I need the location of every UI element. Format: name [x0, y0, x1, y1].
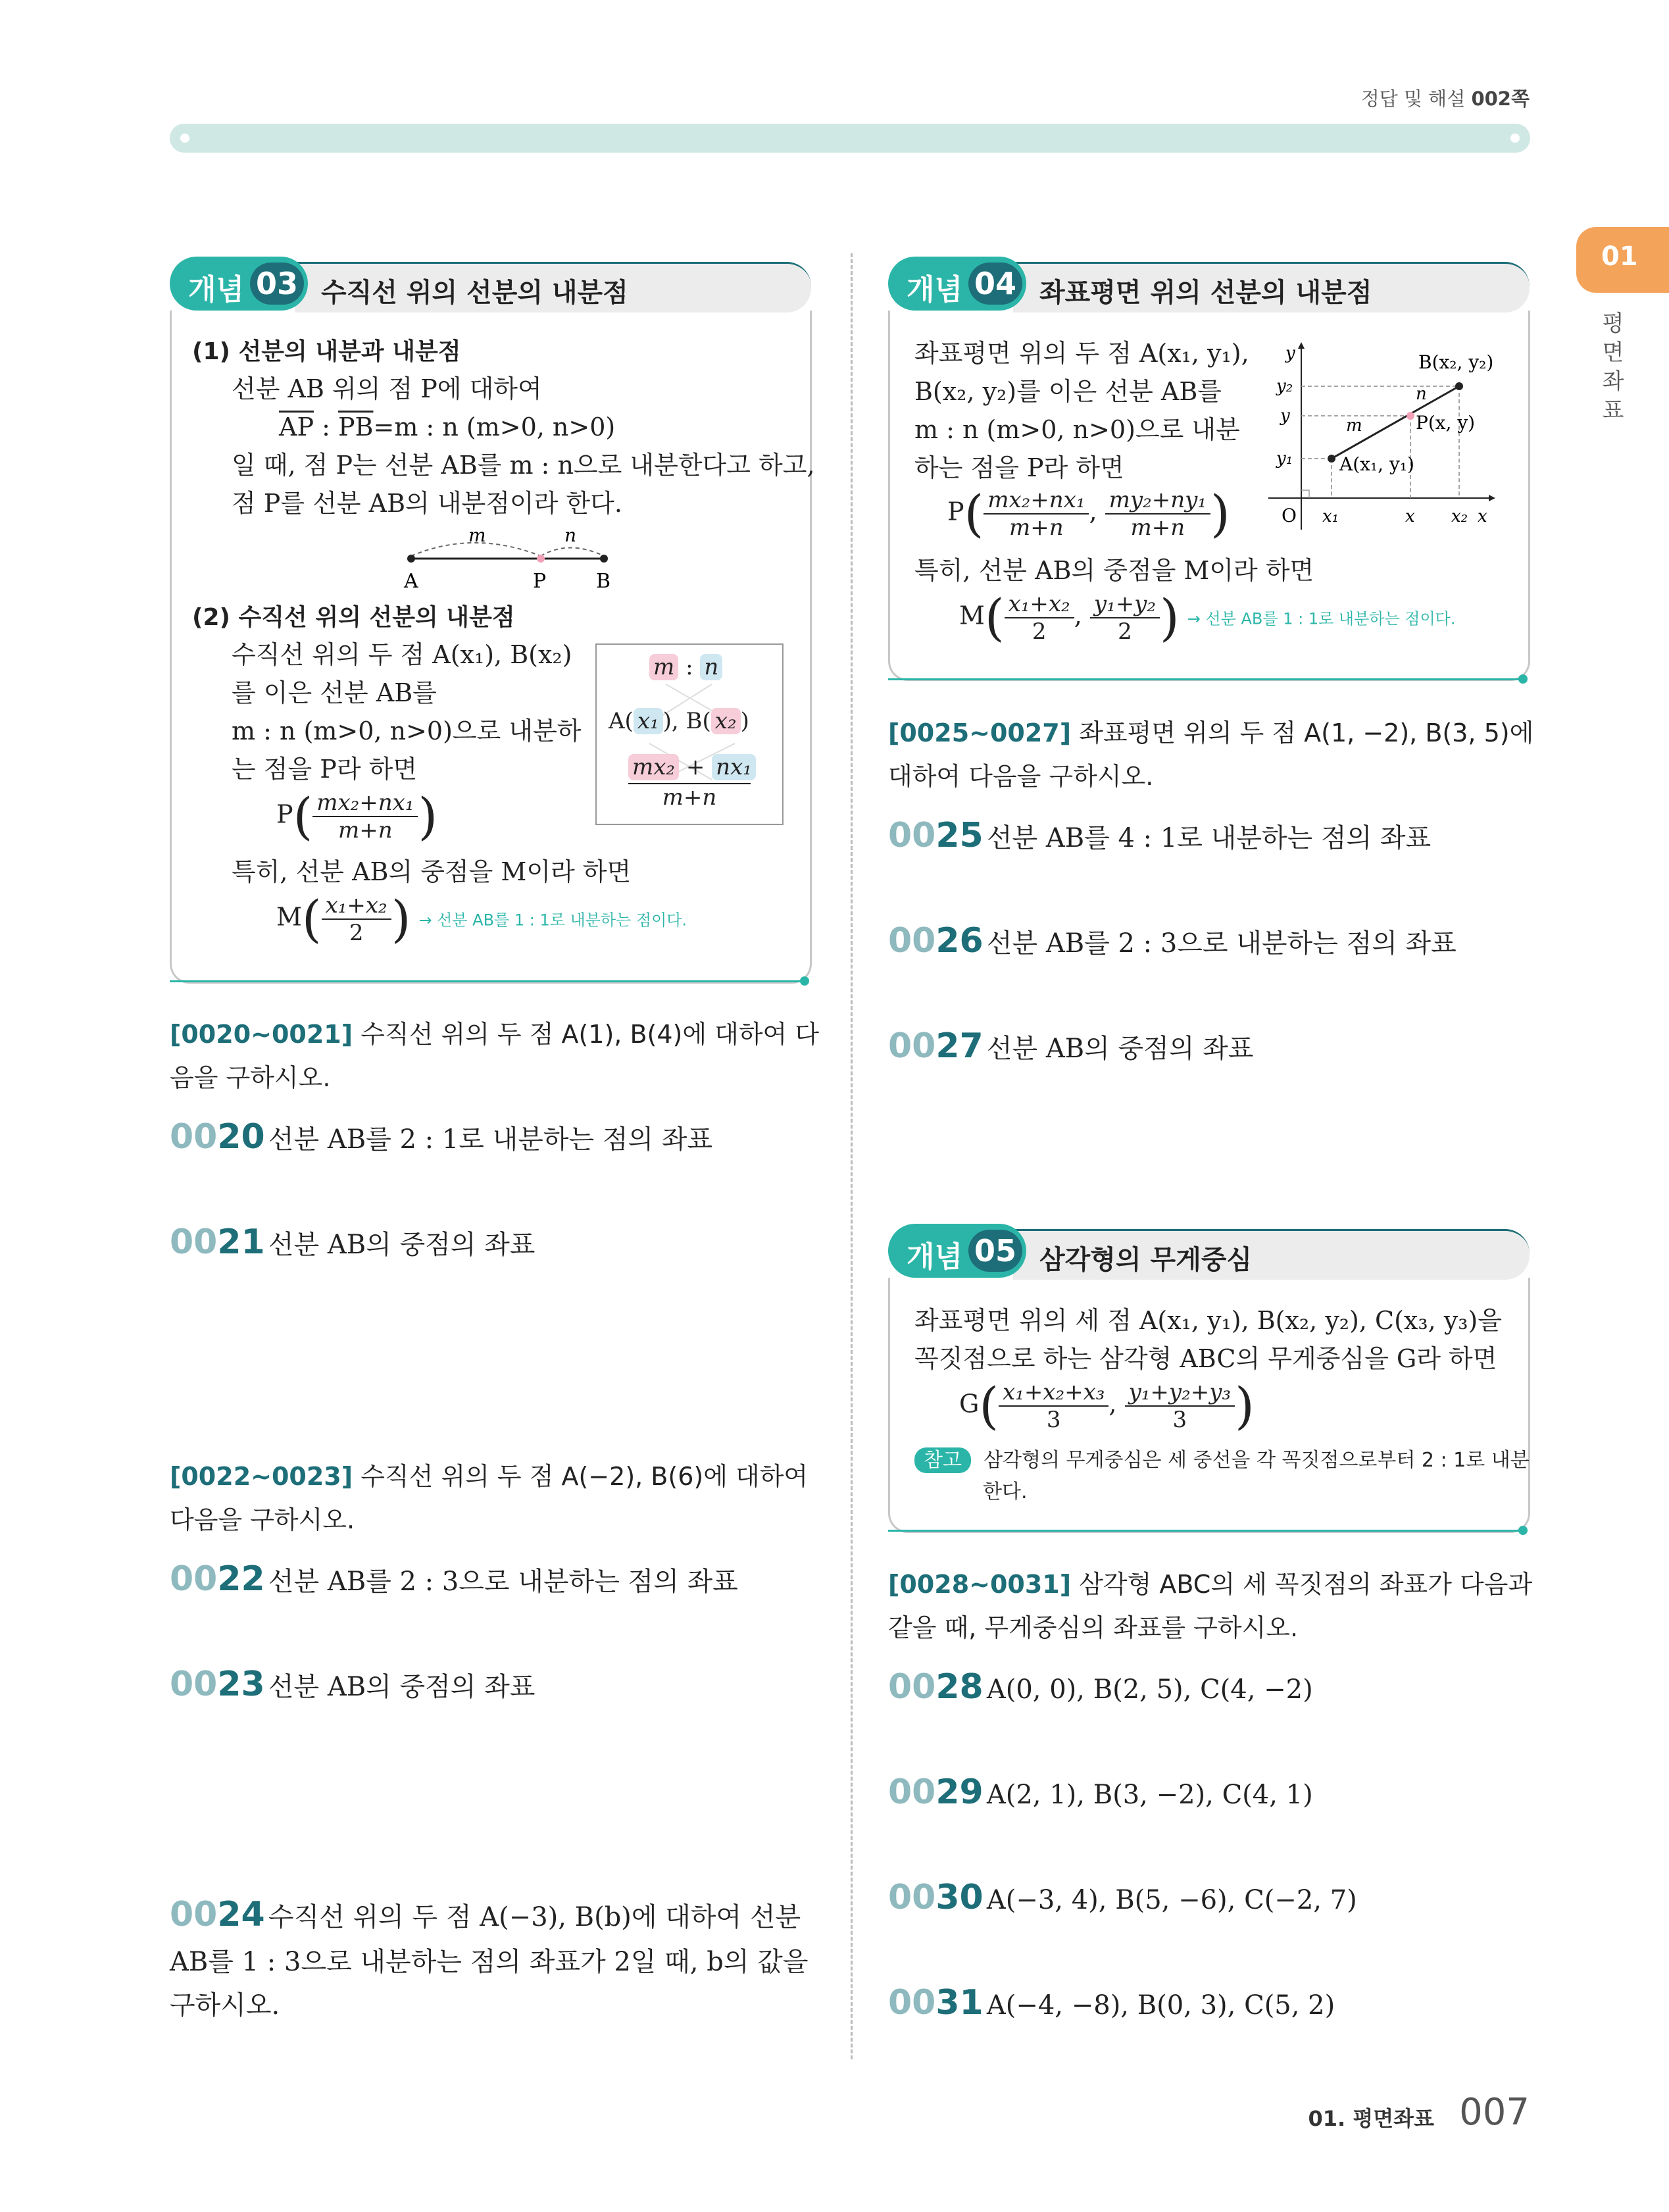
coordinate-graph: [1262, 339, 1499, 530]
q20-21-instruction: [170, 1013, 819, 1055]
concept05-g-formula: G( $\frac{\text{x₁+x₂+x₃}}{3}$ , $\frac{\text{y₁+y₂+y₃}}{3}$ ): [959, 1376, 1255, 1435]
concept03-s2-line5: 특히, 선분 AB의 중점을 M이라 하면: [232, 857, 632, 886]
q0025-num: 25: [935, 816, 984, 855]
concept05-titlebar: [1013, 1229, 1530, 1280]
m-denominator: 2: [349, 920, 364, 946]
q0029-num: 29: [935, 1772, 984, 1812]
q0031-prefix: 00: [888, 1983, 936, 2023]
q0026-prefix: 00: [888, 921, 936, 961]
m-label: M: [276, 902, 302, 932]
q0024-num: 24: [217, 1895, 265, 1934]
concept04-header: [888, 257, 1530, 311]
concept04-line4: 하는 점을 P라 하면: [914, 453, 1124, 482]
fig-label-p: P: [533, 570, 547, 593]
concept03-titlebar: [295, 262, 811, 313]
point-p: [537, 555, 545, 563]
header-text: 정답 및 해설: [1360, 88, 1466, 110]
m-numerator: x₁+x₂: [322, 892, 391, 920]
bar-dot-left: [180, 134, 189, 143]
concept05-title: 삼각형의 무게중심: [1039, 1245, 1253, 1275]
question-0031[interactable]: [888, 1983, 1335, 2023]
q28-31-text2: 같을 때, 무게중심의 좌표를 구하시오.: [888, 1613, 1299, 1642]
graph-label-o: O: [1282, 505, 1297, 526]
point-a: [407, 555, 415, 563]
q0025-text: 선분 AB를 4 : 1로 내분하는 점의 좌표: [986, 823, 1432, 853]
g-label: G: [959, 1389, 980, 1419]
arc-n: [541, 548, 604, 557]
p-label: P: [276, 799, 293, 829]
g-denominator-y: 3: [1172, 1407, 1187, 1433]
concept03-s1-line3: 일 때, 점 P는 선분 AB를 m : n으로 내분한다고 하고,: [232, 451, 815, 480]
graph-label-m: m: [1346, 416, 1362, 436]
q22-23-instruction: [170, 1455, 808, 1497]
graph-point-b: [1455, 382, 1463, 390]
concept05-label: 개념: [907, 1240, 963, 1274]
concept03-s1-title: (1) 선분의 내분과 내분점: [192, 338, 461, 365]
chapter-tab-name: 평면좌표: [1602, 311, 1624, 424]
q25-27-text1: 좌표평면 위의 두 점 A(1, −2), B(3, 5)에: [1079, 718, 1534, 747]
concept03-badge: [170, 257, 308, 311]
q0031-num: 31: [935, 1983, 984, 2023]
ref-text1: 삼각형의 무게중심은 세 중선을 각 꼭짓점으로부터 2 : 1로 내분: [984, 1449, 1530, 1472]
mnemonic-mid: ), B(: [662, 708, 711, 734]
q0021-text: 선분 AB의 중점의 좌표: [268, 1230, 536, 1260]
q0026-text: 선분 AB를 2 : 3으로 내분하는 점의 좌표: [986, 928, 1457, 959]
footer-page-number: 007: [1459, 2091, 1530, 2134]
concept04-num: 04: [968, 263, 1022, 305]
q28-31-text1: 삼각형 ABC의 세 꼭짓점의 좌표가 다음과: [1079, 1570, 1533, 1599]
concept03-s2-line2: 를 이은 선분 AB를: [232, 678, 437, 707]
question-0026[interactable]: [888, 921, 1457, 961]
mnemonic-ratio: [649, 654, 722, 680]
fig-label-m: m: [468, 530, 486, 546]
q0026-num: 26: [935, 921, 984, 961]
concept03-header: [170, 257, 811, 311]
concept05-line2: 꼭짓점으로 하는 삼각형 ABC의 무게중심을 G라 하면: [914, 1344, 1497, 1373]
concept03-s2-line4: 는 점을 P라 하면: [232, 755, 418, 784]
question-0027[interactable]: [888, 1026, 1253, 1066]
header-page-ref: 002쪽: [1471, 88, 1530, 110]
concept03-enddot: [800, 976, 809, 986]
mnemonic-n: n: [700, 654, 722, 680]
q0027-num: 27: [935, 1026, 984, 1066]
fig-label-n: n: [564, 530, 577, 546]
graph-label-y1: y₁: [1276, 449, 1293, 468]
y-axis-arrow: [1298, 342, 1305, 349]
q20-21-text1: 수직선 위의 두 점 A(1), B(4)에 대하여 다: [361, 1020, 820, 1049]
concept04-m-formula: M( $\frac{\text{x₁+x₂}}{2}$ , $\frac{\text{y₁+y₂}}{2}$ ) → 선분 AB를 1 : 1로 내분하는 점이다.: [959, 588, 1456, 647]
m2-numerator-x: x₁+x₂: [1005, 591, 1074, 618]
concept04-p-formula: P( $\frac{\text{mx₂+nx₁}}{m+n}$ , $\frac{\text{my₂+ny₁}}{m+n}$ ): [947, 484, 1230, 543]
point-b: [600, 555, 608, 563]
concept04-enddot: [1518, 674, 1528, 684]
q0030-num: 30: [935, 1878, 984, 1917]
graph-label-b: B(x₂, y₂): [1418, 351, 1494, 373]
header-answer-ref: [1361, 84, 1530, 111]
concept03-s2-title: (2) 수직선 위의 선분의 내분점: [192, 604, 515, 631]
concept03-s2-line1: 수직선 위의 두 점 A(x₁), B(x₂): [232, 640, 572, 669]
concept03-mnemonic-box: [595, 643, 784, 825]
q0028-num: 28: [935, 1667, 984, 1707]
concept04-titlebar: [1013, 262, 1530, 313]
q0031-text: A(−4, −8), B(0, 3), C(5, 2): [986, 1990, 1335, 2021]
q0027-prefix: 00: [888, 1026, 936, 1066]
m2-denominator-y: 2: [1118, 618, 1132, 645]
q0027-text: 선분 AB의 중점의 좌표: [986, 1034, 1254, 1064]
concept03-endline: [170, 980, 808, 982]
q0022-prefix: 00: [170, 1559, 218, 1599]
mnemonic-num2: nx₁: [712, 754, 756, 780]
graph-label-y: y: [1280, 406, 1290, 426]
q0029-text: A(2, 1), B(3, −2), C(4, 1): [986, 1780, 1313, 1810]
q0020-num: 20: [217, 1117, 265, 1157]
mnemonic-points: [609, 708, 749, 734]
q0022-text: 선분 AB를 2 : 3으로 내분하는 점의 좌표: [268, 1567, 738, 1597]
graph-label-x2: x₂: [1451, 507, 1468, 526]
question-0024[interactable]: [170, 1895, 801, 1934]
q0029-prefix: 00: [888, 1772, 936, 1812]
chapter-tab-num: 01: [1601, 241, 1638, 272]
q28-31-tag: [0028~0031]: [888, 1570, 1072, 1599]
concept04-badge: [888, 257, 1026, 311]
question-0020[interactable]: [170, 1117, 712, 1157]
ratio-eq: =m : n (m>0, n>0): [373, 413, 616, 441]
concept04-line3: m : n (m>0, n>0)으로 내분: [914, 415, 1240, 444]
graph-xaxis-label: x: [1478, 507, 1487, 526]
m-note: → 선분 AB를 1 : 1로 내분하는 점이다.: [418, 911, 687, 930]
top-decor-bar: [170, 124, 1530, 153]
mnemonic-close: ): [740, 708, 749, 734]
concept04-line5: 특히, 선분 AB의 중점을 M이라 하면: [914, 556, 1314, 585]
q0020-prefix: 00: [170, 1117, 218, 1157]
mnemonic-denominator: m+n: [662, 784, 717, 811]
q25-27-text2: 대하여 다음을 구하시오.: [888, 762, 1154, 791]
p-numerator: mx₂+nx₁: [312, 790, 418, 817]
graph-yaxis-label: y: [1285, 343, 1295, 363]
q0023-text: 선분 AB의 중점의 좌표: [268, 1672, 536, 1702]
concept04-line1: 좌표평면 위의 두 점 A(x₁, y₁),: [914, 339, 1249, 368]
graph-point-p: [1407, 412, 1414, 420]
graph-label-p: P(x, y): [1416, 412, 1476, 434]
footer-chapter: 01. 평면좌표: [1308, 2106, 1434, 2131]
mnemonic-plus: +: [685, 754, 705, 780]
q0024-text1: 수직선 위의 두 점 A(−3), B(b)에 대하여 선분: [268, 1902, 801, 1932]
q0023-num: 23: [217, 1665, 265, 1704]
q0030-text: A(−3, 4), B(5, −6), C(−2, 7): [986, 1885, 1357, 1915]
question-0023[interactable]: [170, 1665, 535, 1704]
p-denominator: m+n: [338, 817, 393, 843]
q0022-num: 22: [217, 1559, 265, 1599]
column-divider: [851, 253, 853, 2059]
question-0025[interactable]: [888, 816, 1431, 855]
q0024-prefix: 00: [170, 1895, 218, 1934]
q22-23-text2: 다음을 구하시오.: [170, 1505, 355, 1534]
mnemonic-x1: x₁: [634, 708, 663, 734]
concept03-m-formula: M( $\frac{\text{x₁+x₂}}{2}$ ) → 선분 AB를 1 : 1로 내분하는 점이다.: [276, 890, 687, 948]
question-0028[interactable]: [888, 1667, 1313, 1707]
concept03-s1-line4: 점 P를 선분 AB의 내분점이라 한다.: [232, 489, 622, 518]
concept05-ref: [914, 1444, 1530, 1472]
m2-note: → 선분 AB를 1 : 1로 내분하는 점이다.: [1187, 609, 1456, 628]
p2-denominator-x: m+n: [1009, 515, 1064, 541]
m2-label: M: [959, 601, 985, 630]
mnemonic-numerator: [628, 754, 751, 784]
x-axis-arrow: [1489, 495, 1495, 501]
graph-label-x1: x₁: [1322, 507, 1339, 526]
q20-21-tag: [0020~0021]: [170, 1020, 353, 1049]
p2-numerator-x: mx₂+nx₁: [984, 487, 1089, 515]
p2-denominator-y: m+n: [1130, 515, 1185, 541]
q0030-prefix: 00: [888, 1878, 936, 1917]
concept03-s2-line3: m : n (m>0, n>0)으로 내분하: [232, 716, 582, 745]
concept03-p-formula: P( $\frac{\text{mx₂+nx₁}}{m+n}$ ): [276, 787, 438, 845]
concept03-s1-line1: 선분 AB 위의 점 P에 대하여: [232, 374, 542, 403]
question-0022[interactable]: [170, 1559, 738, 1599]
q20-21-text2: 음을 구하시오.: [170, 1063, 331, 1092]
concept03-num: 03: [250, 263, 304, 305]
g-numerator-y: y₁+y₂+y₃: [1125, 1379, 1235, 1407]
concept05-endline: [888, 1530, 1526, 1532]
mnemonic-num1: mx₂: [628, 754, 679, 780]
bar-dot-right: [1510, 134, 1520, 143]
p2-label: P: [947, 497, 964, 526]
concept03-s1-eq: [279, 408, 615, 446]
q0021-prefix: 00: [170, 1222, 218, 1262]
mnemonic-formula: [628, 754, 751, 811]
concept04-line2: B(x₂, y₂)를 이은 선분 AB를: [914, 377, 1222, 406]
graph-label-y2: y₂: [1276, 376, 1293, 396]
mnemonic-x2: x₂: [711, 708, 741, 734]
graph-label-a: A(x₁, y₁): [1339, 453, 1414, 475]
mnemonic-a-open: A(: [609, 708, 634, 734]
fig-label-a: A: [404, 570, 418, 593]
fig-label-b: B: [596, 570, 611, 593]
concept03-title: 수직선 위의 선분의 내분점: [321, 278, 628, 308]
question-0029[interactable]: [888, 1772, 1313, 1812]
q25-27-tag: [0025~0027]: [888, 718, 1072, 747]
q0028-text: A(0, 0), B(2, 5), C(4, −2): [986, 1674, 1313, 1705]
p2-numerator-y: my₂+ny₁: [1105, 487, 1210, 515]
q0024-text2: AB를 1 : 3으로 내분하는 점의 좌표가 2일 때, b의 값을: [170, 1947, 809, 1977]
graph-label-x: x: [1405, 507, 1415, 526]
q0028-prefix: 00: [888, 1667, 936, 1707]
chapter-tab[interactable]: [1576, 227, 1669, 293]
q22-23-tag: [0022~0023]: [170, 1462, 353, 1491]
q0021-num: 21: [217, 1222, 265, 1262]
concept05-header: [888, 1224, 1530, 1278]
q22-23-text1: 수직선 위의 두 점 A(−2), B(6)에 대하여: [361, 1462, 809, 1491]
concept04-label: 개념: [907, 273, 963, 307]
mnemonic-colon: :: [685, 654, 693, 680]
ref-text2: 한다.: [983, 1480, 1028, 1503]
question-0030[interactable]: [888, 1878, 1357, 1917]
q25-27-instruction: [888, 712, 1533, 754]
segment-pb: $\overline{PB}$: [337, 413, 374, 441]
q28-31-instruction: [888, 1563, 1532, 1605]
question-0021[interactable]: [170, 1222, 535, 1262]
q0025-prefix: 00: [888, 816, 936, 855]
concept05-line1: 좌표평면 위의 세 점 A(x₁, y₁), B(x₂, y₂), C(x₃, y₃)을: [914, 1306, 1502, 1335]
ref-tag: 참고: [914, 1447, 971, 1473]
g-numerator-x: x₁+x₂+x₃: [999, 1379, 1109, 1407]
m2-denominator-x: 2: [1032, 618, 1047, 645]
concept04-title: 좌표평면 위의 선분의 내분점: [1039, 278, 1372, 308]
concept05-badge: [888, 1224, 1026, 1278]
q0020-text: 선분 AB를 2 : 1로 내분하는 점의 좌표: [268, 1124, 713, 1155]
segment-ap: $\overline{AP}$: [279, 413, 314, 441]
concept05-enddot: [1518, 1526, 1528, 1535]
concept05-num: 05: [968, 1230, 1022, 1272]
g-denominator-x: 3: [1046, 1407, 1061, 1433]
concept04-endline: [888, 678, 1526, 680]
graph-point-a: [1328, 455, 1335, 463]
m2-numerator-y: y₁+y₂: [1090, 591, 1160, 618]
graph-label-n: n: [1416, 384, 1427, 404]
q0023-prefix: 00: [170, 1665, 218, 1704]
q0024-text3: 구하시오.: [170, 1990, 280, 2021]
concept03-label: 개념: [188, 273, 245, 307]
ratio-colon: :: [314, 413, 338, 441]
mnemonic-m: m: [649, 654, 678, 680]
internal-division-figure: [395, 530, 618, 595]
